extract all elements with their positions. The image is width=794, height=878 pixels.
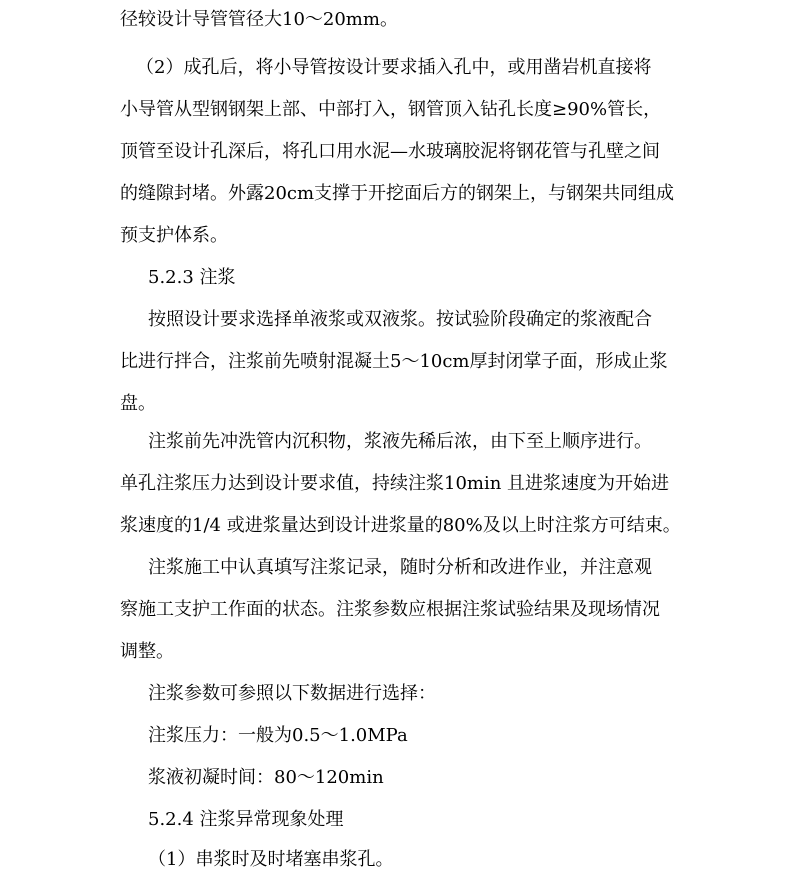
section-heading: 5.2.4 注浆异常现象处理	[148, 809, 344, 830]
paragraph-line: 注浆前先冲洗管内沉积物，浆液先稀后浓，由下至上顺序进行。	[148, 431, 652, 452]
paragraph-line: 径较设计导管管径大10～20mm。	[120, 9, 398, 30]
paragraph-line: 的缝隙封堵。外露20cm支撑于开挖面后方的钢架上，与钢架共同组成	[120, 183, 675, 204]
paragraph-line: 顶管至设计孔深后，将孔口用水泥—水玻璃胶泥将钢花管与孔壁之间	[120, 141, 660, 162]
paragraph-line: 调整。	[120, 641, 174, 662]
paragraph-line: 注浆参数可参照以下数据进行选择：	[148, 683, 436, 704]
paragraph-line: 单孔注浆压力达到设计要求值，持续注浆10min 且进浆速度为开始进	[120, 473, 670, 494]
section-heading: 5.2.3 注浆	[148, 267, 236, 288]
paragraph-line: 按照设计要求选择单液浆或双液浆。按试验阶段确定的浆液配合	[148, 309, 652, 330]
paragraph-line: 预支护体系。	[120, 225, 228, 246]
paragraph-line: 浆速度的1/4 或进浆量达到设计进浆量的80%及以上时注浆方可结束。	[120, 515, 681, 536]
paragraph-line: （2）成孔后，将小导管按设计要求插入孔中，或用凿岩机直接将	[136, 57, 652, 78]
paragraph-line: 注浆压力：一般为0.5～1.0MPa	[148, 725, 408, 746]
paragraph-line: （1）串浆时及时堵塞串浆孔。	[148, 849, 394, 870]
paragraph-line: 比进行拌合，注浆前先喷射混凝土5～10cm厚封闭掌子面，形成止浆	[120, 351, 668, 372]
paragraph-line: 浆液初凝时间：80～120min	[148, 767, 384, 788]
paragraph-line: 注浆施工中认真填写注浆记录，随时分析和改进作业，并注意观	[148, 557, 652, 578]
paragraph-line: 盘。	[120, 393, 156, 414]
paragraph-line: 察施工支护工作面的状态。注浆参数应根据注浆试验结果及现场情况	[120, 599, 660, 620]
paragraph-line: 小导管从型钢钢架上部、中部打入，钢管顶入钻孔长度≥90%管长，	[120, 99, 662, 120]
